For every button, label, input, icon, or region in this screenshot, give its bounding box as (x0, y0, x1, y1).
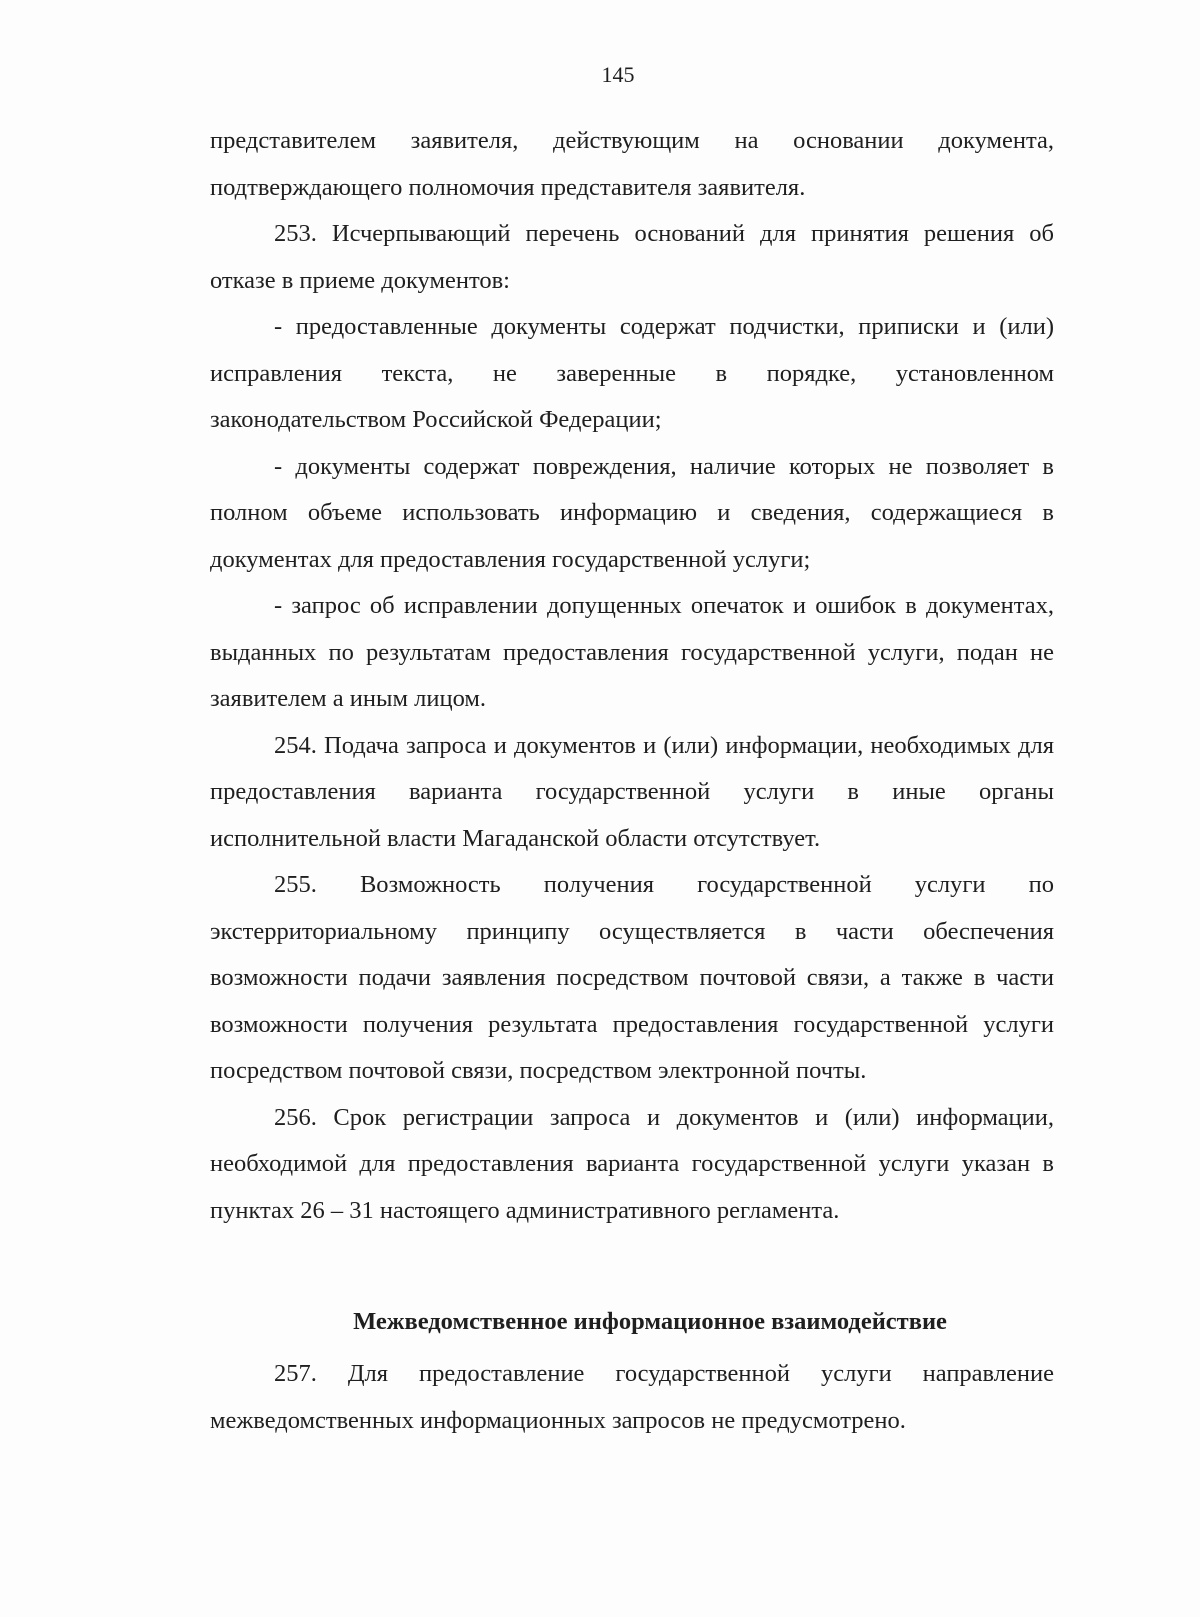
paragraph-255: 255. Возможность получения государственной услуги по экстерриториальному принципу осуществляется в части обеспечения возможности подачи заявления посредством почтовой связи, а также в части возможности получения результата предоставления государственной услуги посредством почтовой связи, посредством электронной почты. (210, 871, 1054, 1084)
paragraph-253: 253. Исчерпывающий перечень оснований для принятия решения об отказе в приеме документов: (210, 220, 1054, 294)
paragraph-254: 254. Подача запроса и документов и (или) информации, необходимых для предоставления варианта государственной услуги в иные органы исполнительной власти Магаданской области отсутствует. (210, 731, 1054, 852)
section-heading: Межведомственное информационное взаимодействие (353, 1308, 947, 1335)
paragraph-253-item-1: - предоставленные документы содержат подчистки, приписки и (или) исправления текста, не заверенные в порядке, установленном законодательством Российской Федерации; (210, 313, 1054, 433)
paragraph-253-item-2: - документы содержат повреждения, наличие которых не позволяет в полном объеме использовать информацию и сведения, содержащиеся в документах для предоставления государственной услуги; (210, 452, 1054, 573)
page-number: 145 (601, 62, 635, 87)
paragraph-256: 256. Срок регистрации запроса и документов и (или) информации, необходимой для предоставления варианта государственной услуги указан в пунктах 26 – 31 настоящего административного регламента. (210, 1103, 1054, 1224)
paragraph-257: 257. Для предоставление государственной услуги направление межведомственных информационных запросов не предусмотрено. (210, 1360, 1054, 1434)
section-body (210, 1351, 1054, 1444)
document-body (210, 118, 1054, 1234)
paragraph-253-item-3: - запрос об исправлении допущенных опечаток и ошибок в документах, выданных по результатам предоставления государственной услуги, подан не заявителем а иным лицом. (210, 592, 1054, 712)
paragraph-continuation: представителем заявителя, действующим на основании документа, подтверждающего полномочия представителя заявителя. (210, 127, 1054, 201)
